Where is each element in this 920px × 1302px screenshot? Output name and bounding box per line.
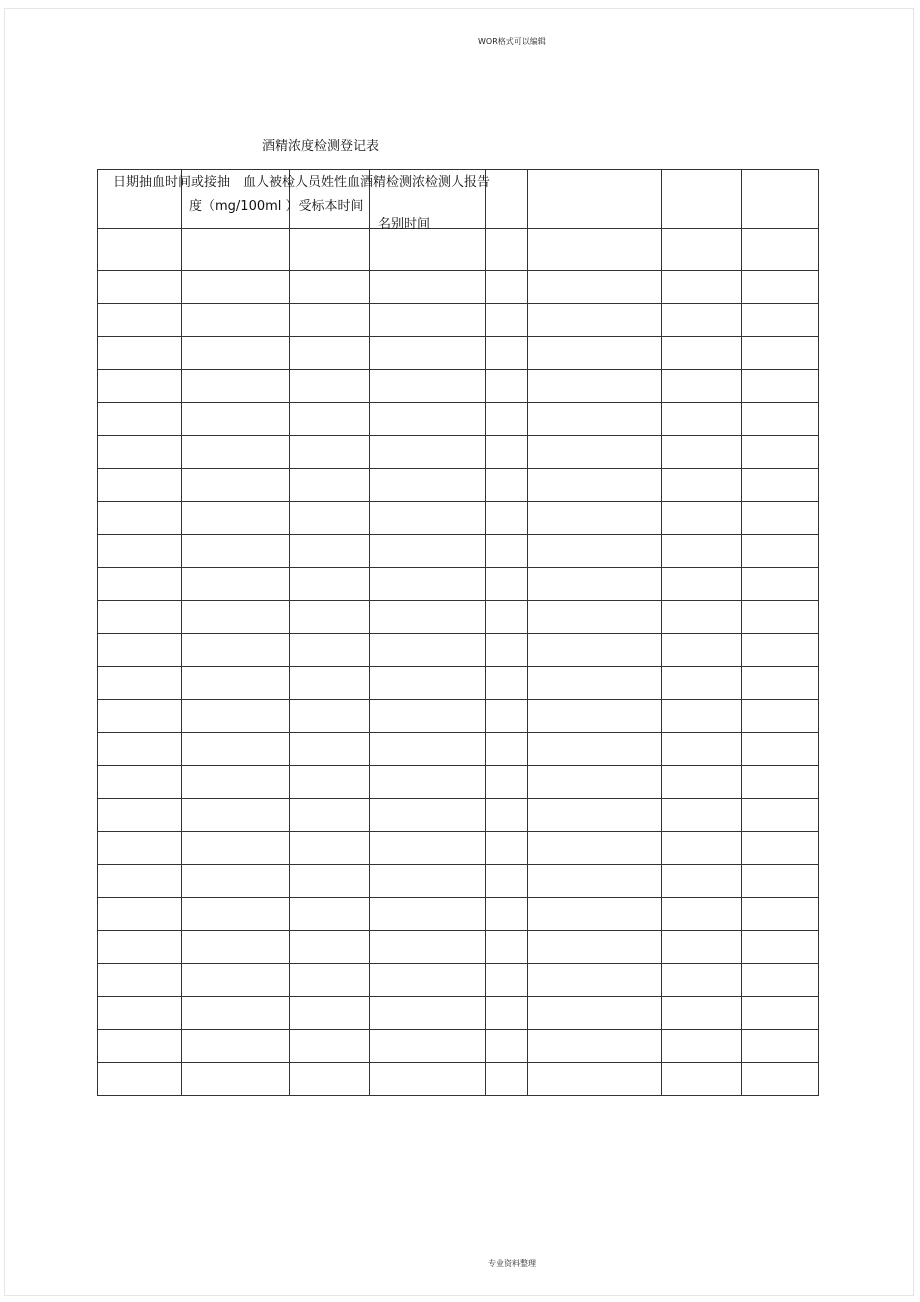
table-cell <box>528 832 662 865</box>
table-cell <box>662 370 742 403</box>
table-row <box>98 898 819 931</box>
table-cell <box>290 700 370 733</box>
table-cell <box>182 469 290 502</box>
table-cell <box>662 898 742 931</box>
table-cell <box>486 799 528 832</box>
table-cell <box>370 337 486 370</box>
table-cell <box>182 370 290 403</box>
table-cell <box>742 304 819 337</box>
table-cell <box>528 733 662 766</box>
header-cell <box>528 170 662 229</box>
table-cell <box>662 733 742 766</box>
table-cell <box>662 634 742 667</box>
header-cell <box>742 170 819 229</box>
table-cell <box>182 568 290 601</box>
table-cell <box>528 271 662 304</box>
table-cell <box>486 832 528 865</box>
table-cell <box>486 535 528 568</box>
table-cell <box>98 502 182 535</box>
table-row <box>98 304 819 337</box>
table-cell <box>370 436 486 469</box>
table-cell <box>290 832 370 865</box>
table-cell <box>662 535 742 568</box>
table-row <box>98 436 819 469</box>
table-cell <box>182 634 290 667</box>
table-cell <box>370 271 486 304</box>
table-row <box>98 964 819 997</box>
table-cell <box>742 931 819 964</box>
table-cell <box>290 229 370 271</box>
table-cell <box>742 700 819 733</box>
table-row <box>98 634 819 667</box>
table-cell <box>98 436 182 469</box>
table-cell <box>98 766 182 799</box>
table-cell <box>290 568 370 601</box>
table-row <box>98 997 819 1030</box>
table-cell <box>98 898 182 931</box>
table-cell <box>662 799 742 832</box>
table-cell <box>182 403 290 436</box>
table-cell <box>662 667 742 700</box>
table-cell <box>290 1030 370 1063</box>
table-cell <box>662 229 742 271</box>
table-row <box>98 700 819 733</box>
table-cell <box>98 601 182 634</box>
table-cell <box>742 865 819 898</box>
table-cell <box>182 436 290 469</box>
table-cell <box>370 733 486 766</box>
table-row <box>98 271 819 304</box>
table-cell <box>662 568 742 601</box>
table-cell <box>182 832 290 865</box>
table-cell <box>98 799 182 832</box>
table-cell <box>182 700 290 733</box>
table-cell <box>662 502 742 535</box>
table-cell <box>528 1030 662 1063</box>
table-cell <box>290 601 370 634</box>
table-cell <box>528 304 662 337</box>
table-cell <box>98 865 182 898</box>
table-cell <box>528 766 662 799</box>
table-cell <box>742 733 819 766</box>
table-row <box>98 667 819 700</box>
table-cell <box>370 469 486 502</box>
table-cell <box>528 667 662 700</box>
header-note: WOR格式可以编辑 <box>478 37 546 46</box>
table-cell <box>528 997 662 1030</box>
table-cell <box>98 733 182 766</box>
table-cell <box>370 535 486 568</box>
table-cell <box>742 229 819 271</box>
table-cell <box>742 832 819 865</box>
table-cell <box>742 964 819 997</box>
table-cell <box>370 964 486 997</box>
table-cell <box>742 403 819 436</box>
table-cell <box>98 700 182 733</box>
table-cell <box>98 568 182 601</box>
table-cell <box>182 502 290 535</box>
table-row <box>98 832 819 865</box>
table-cell <box>486 865 528 898</box>
table-cell <box>290 337 370 370</box>
table-cell <box>370 370 486 403</box>
table-cell <box>486 502 528 535</box>
table-row <box>98 403 819 436</box>
table-cell <box>182 535 290 568</box>
table-cell <box>486 1030 528 1063</box>
table-cell <box>98 271 182 304</box>
table-cell <box>98 997 182 1030</box>
table-cell <box>182 304 290 337</box>
header-line-2: 度（mg/100ml ）受标本时间 <box>189 199 364 214</box>
table-cell <box>528 931 662 964</box>
table-cell <box>98 337 182 370</box>
table-row <box>98 1063 819 1096</box>
table-cell <box>662 1030 742 1063</box>
table-cell <box>486 898 528 931</box>
table-cell <box>290 898 370 931</box>
table-cell <box>182 271 290 304</box>
table-cell <box>486 469 528 502</box>
table-cell <box>290 667 370 700</box>
table-cell <box>486 1063 528 1096</box>
header-cell <box>662 170 742 229</box>
table-cell <box>742 568 819 601</box>
table-cell <box>528 1063 662 1096</box>
table-cell <box>528 436 662 469</box>
table-cell <box>662 931 742 964</box>
table-cell <box>742 898 819 931</box>
table-cell <box>662 601 742 634</box>
table-cell <box>528 403 662 436</box>
table-cell <box>742 766 819 799</box>
table-cell <box>486 700 528 733</box>
table-cell <box>182 601 290 634</box>
table-cell <box>290 304 370 337</box>
table-cell <box>290 964 370 997</box>
table-cell <box>370 865 486 898</box>
table-cell <box>742 469 819 502</box>
table-cell <box>98 1030 182 1063</box>
table-cell <box>486 667 528 700</box>
table-cell <box>528 865 662 898</box>
table-cell <box>662 304 742 337</box>
table-cell <box>370 667 486 700</box>
table-cell <box>290 799 370 832</box>
table-cell <box>290 436 370 469</box>
table-cell <box>370 997 486 1030</box>
table-cell <box>290 271 370 304</box>
table-cell <box>528 898 662 931</box>
table-cell <box>370 898 486 931</box>
table-cell <box>98 931 182 964</box>
table-row <box>98 568 819 601</box>
table-cell <box>486 733 528 766</box>
table-cell <box>98 1063 182 1096</box>
table-cell <box>528 601 662 634</box>
table-cell <box>486 601 528 634</box>
table-cell <box>486 403 528 436</box>
table-cell <box>486 229 528 271</box>
table-cell <box>182 931 290 964</box>
table-cell <box>742 997 819 1030</box>
table-cell <box>290 766 370 799</box>
table-cell <box>486 997 528 1030</box>
table-cell <box>486 634 528 667</box>
table-cell <box>182 337 290 370</box>
table-cell <box>290 502 370 535</box>
table-cell <box>370 601 486 634</box>
table-cell <box>98 667 182 700</box>
table-cell <box>182 733 290 766</box>
table-cell <box>98 229 182 271</box>
table-cell <box>182 865 290 898</box>
table-cell <box>486 931 528 964</box>
table-row <box>98 799 819 832</box>
table-cell <box>486 271 528 304</box>
table-row <box>98 337 819 370</box>
table-cell <box>662 997 742 1030</box>
table-cell <box>98 535 182 568</box>
table-cell <box>98 469 182 502</box>
table-cell <box>370 799 486 832</box>
table-cell <box>742 337 819 370</box>
table-cell <box>370 1030 486 1063</box>
table-cell <box>182 1030 290 1063</box>
table-cell <box>528 799 662 832</box>
table-cell <box>662 271 742 304</box>
table-row <box>98 502 819 535</box>
table-cell <box>528 469 662 502</box>
table-cell <box>370 568 486 601</box>
table-cell <box>742 667 819 700</box>
table-cell <box>290 1063 370 1096</box>
table-cell <box>742 601 819 634</box>
table-cell <box>370 502 486 535</box>
footer-note: 专业资料整理 <box>488 1259 536 1268</box>
table-cell <box>370 931 486 964</box>
table-cell <box>290 370 370 403</box>
document-title: 酒精浓度检测登记表 <box>262 139 380 154</box>
table-row <box>98 865 819 898</box>
table-cell <box>182 229 290 271</box>
table-cell <box>98 403 182 436</box>
table-row <box>98 601 819 634</box>
table-cell <box>486 337 528 370</box>
table-cell <box>98 832 182 865</box>
table-cell <box>486 766 528 799</box>
table-cell <box>370 700 486 733</box>
table-cell <box>370 832 486 865</box>
table-cell <box>370 304 486 337</box>
table-cell <box>182 667 290 700</box>
table-cell <box>528 700 662 733</box>
table-cell <box>98 304 182 337</box>
table-cell <box>742 799 819 832</box>
table-cell <box>370 766 486 799</box>
table-cell <box>290 865 370 898</box>
table-cell <box>528 502 662 535</box>
table-cell <box>486 370 528 403</box>
table-cell <box>290 931 370 964</box>
table-row <box>98 931 819 964</box>
table-cell <box>528 229 662 271</box>
table-cell <box>290 535 370 568</box>
table-cell <box>528 337 662 370</box>
table-body <box>98 170 819 1096</box>
table-row <box>98 535 819 568</box>
table-row <box>98 1030 819 1063</box>
table-cell <box>290 997 370 1030</box>
table-cell <box>742 502 819 535</box>
table-cell <box>486 304 528 337</box>
table-cell <box>662 832 742 865</box>
table-cell <box>742 370 819 403</box>
table-cell <box>662 436 742 469</box>
table-cell <box>486 436 528 469</box>
table-cell <box>98 634 182 667</box>
table-cell <box>662 865 742 898</box>
table-cell <box>290 403 370 436</box>
table-cell <box>662 766 742 799</box>
header-line-3: 名别时间 <box>378 217 431 232</box>
table-cell <box>662 1063 742 1096</box>
register-table <box>97 169 819 1096</box>
table-cell <box>182 1063 290 1096</box>
table-cell <box>528 634 662 667</box>
table-cell <box>662 337 742 370</box>
table-cell <box>486 964 528 997</box>
table-cell <box>290 634 370 667</box>
table-cell <box>742 271 819 304</box>
table-row <box>98 229 819 271</box>
table-cell <box>370 1063 486 1096</box>
table-cell <box>742 1030 819 1063</box>
header-line-1: 日期抽血时间或接抽 血人被检人员姓性血酒精检测浓检测人报告 <box>113 175 491 190</box>
table-cell <box>662 700 742 733</box>
table-row <box>98 733 819 766</box>
table-cell <box>182 799 290 832</box>
table-row <box>98 370 819 403</box>
table-cell <box>182 898 290 931</box>
table-cell <box>182 964 290 997</box>
table-cell <box>370 403 486 436</box>
table-cell <box>742 436 819 469</box>
table-cell <box>528 535 662 568</box>
header-cell <box>486 170 528 229</box>
table-cell <box>182 766 290 799</box>
table-cell <box>370 634 486 667</box>
table-row <box>98 766 819 799</box>
table-cell <box>182 997 290 1030</box>
table-cell <box>98 370 182 403</box>
table-cell <box>528 568 662 601</box>
table-cell <box>662 469 742 502</box>
table-cell <box>528 370 662 403</box>
table-row <box>98 469 819 502</box>
table-cell <box>370 229 486 271</box>
table-cell <box>742 535 819 568</box>
table-cell <box>742 634 819 667</box>
table-cell <box>290 733 370 766</box>
table-cell <box>290 469 370 502</box>
table-cell <box>486 568 528 601</box>
table-cell <box>98 964 182 997</box>
table-cell <box>662 403 742 436</box>
table-cell <box>528 964 662 997</box>
table-cell <box>662 964 742 997</box>
table-cell <box>742 1063 819 1096</box>
